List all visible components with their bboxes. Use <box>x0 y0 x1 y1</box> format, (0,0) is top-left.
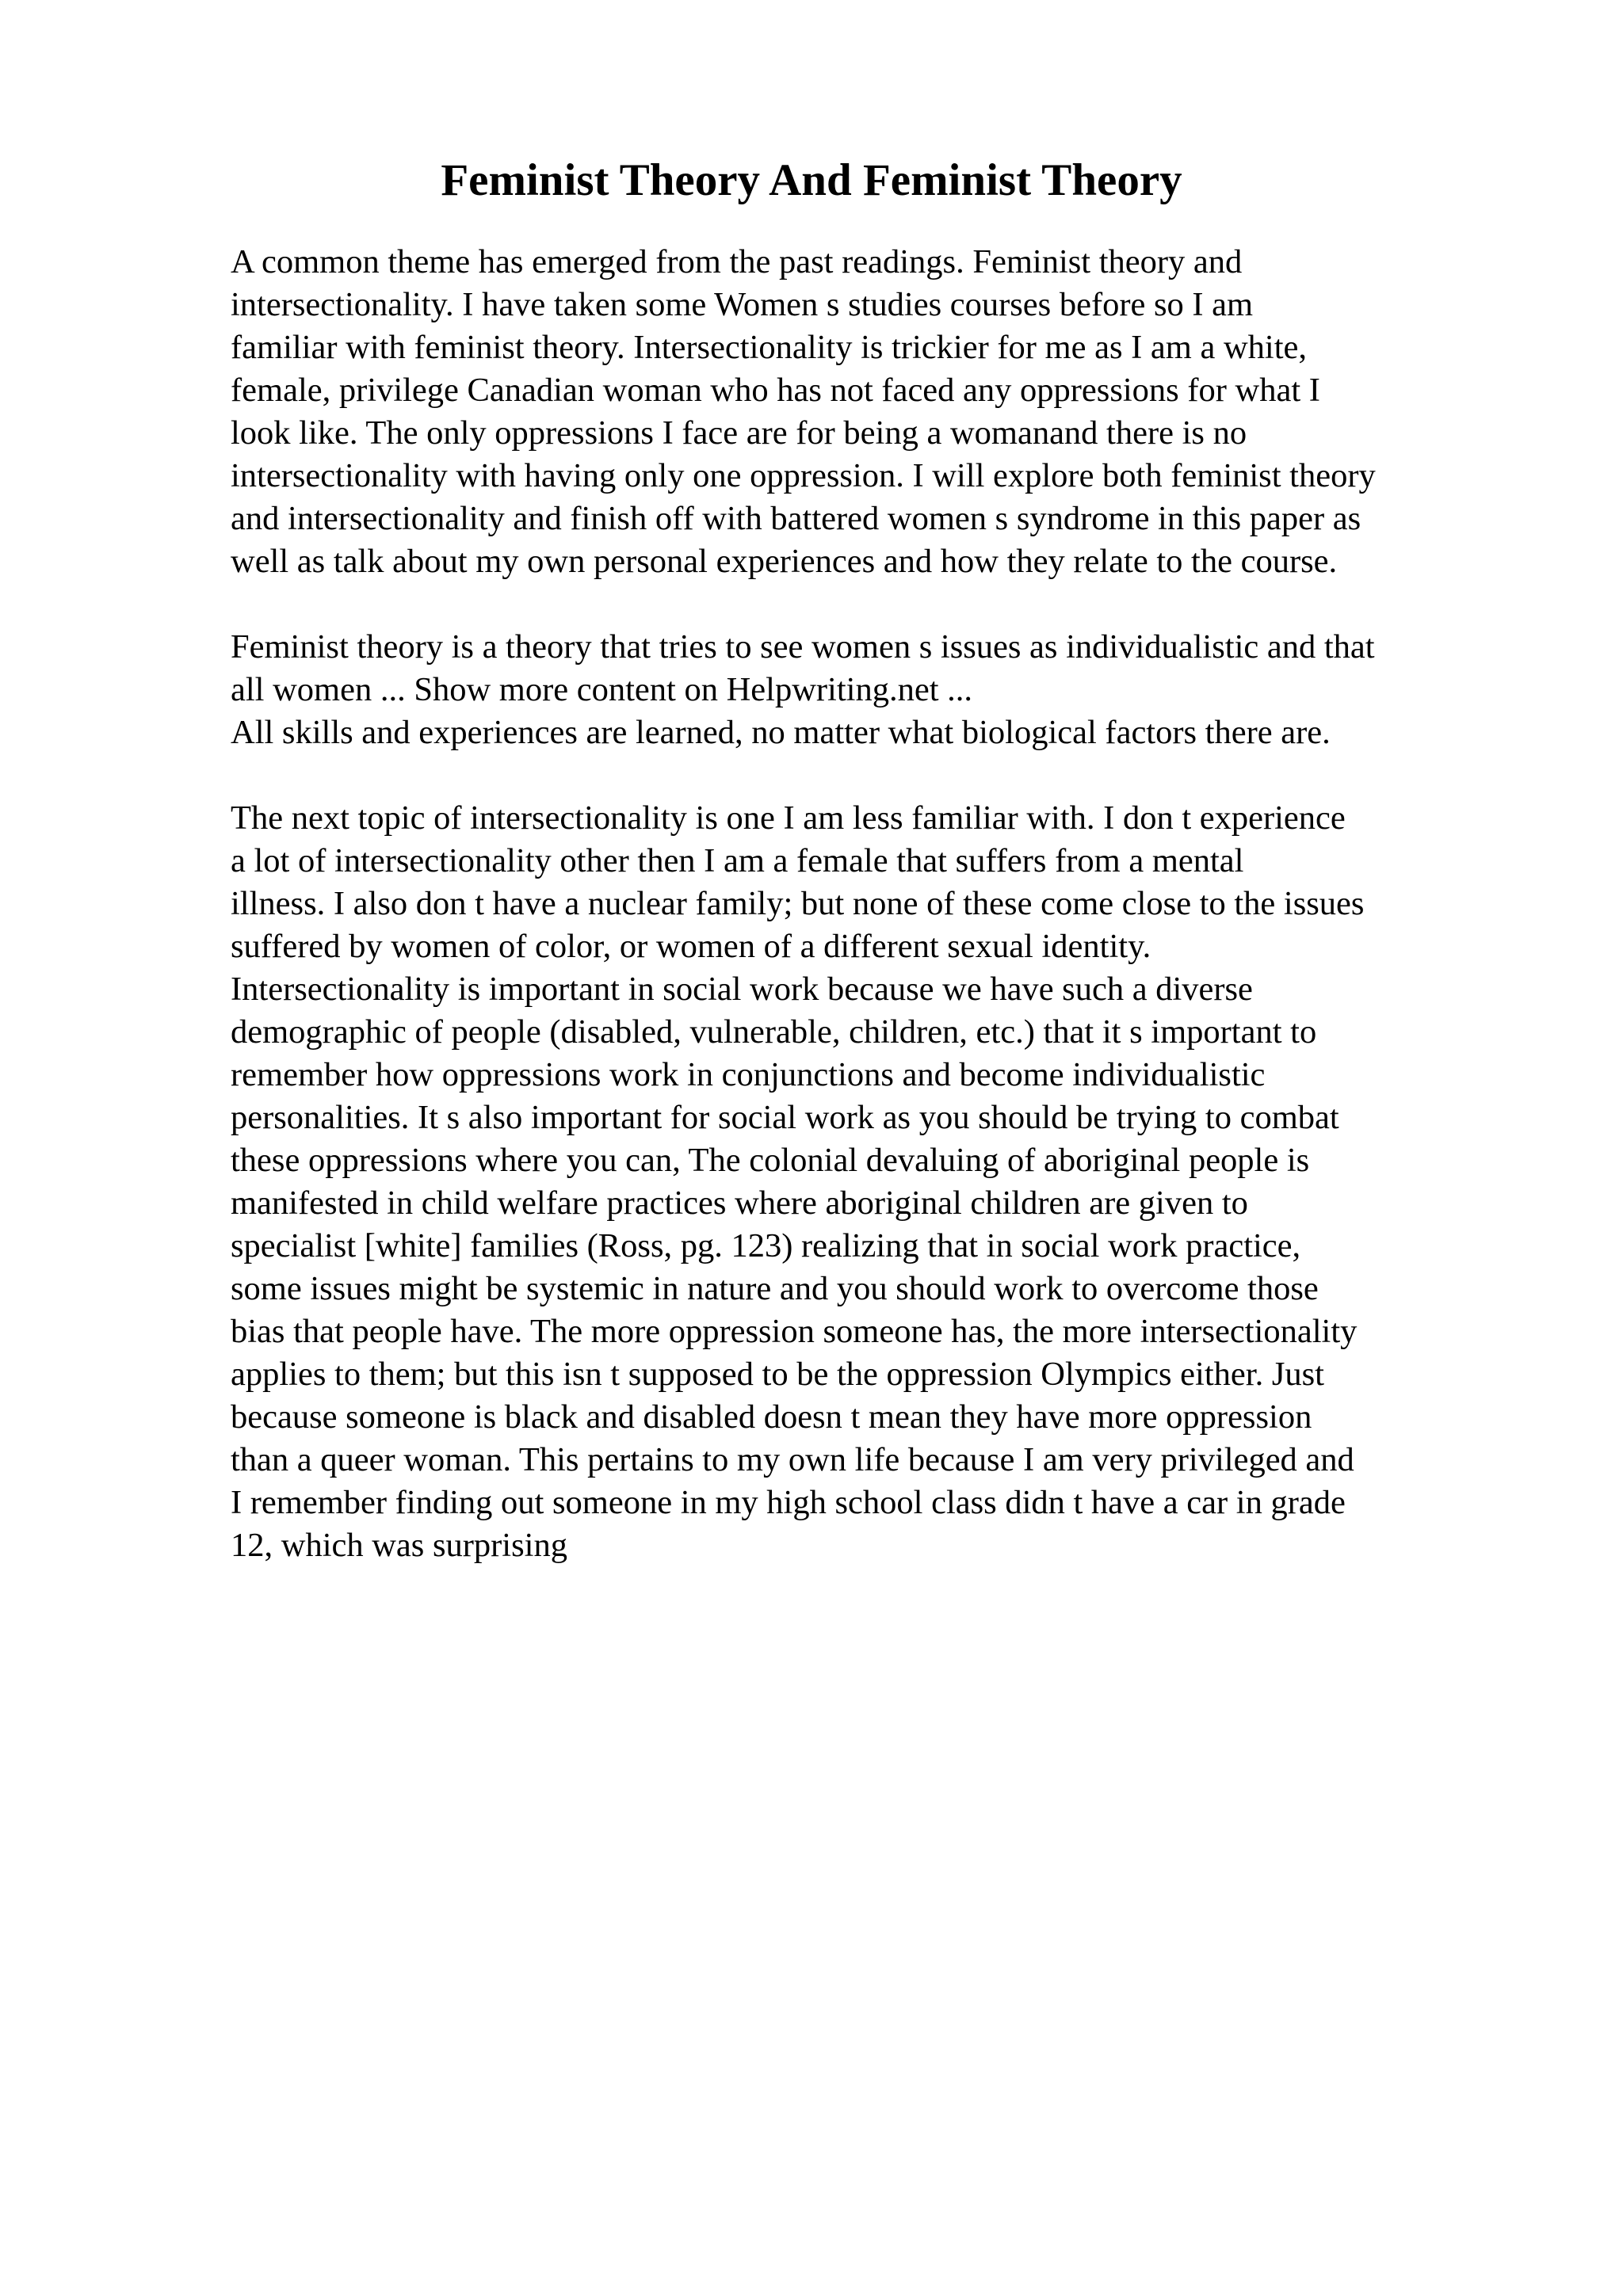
text-line: specialist [white] families (Ross, pg. 123) realizing that in social work practice, <box>231 1227 1301 1264</box>
text-line: Intersectionality is important in social work because we have such a diverse <box>231 971 1253 1008</box>
text-line: A common theme has emerged from the past readings. Feminist theory and <box>231 243 1243 280</box>
text-line: applies to them; but this isn t supposed to be the oppression Olympics either. Just <box>231 1356 1324 1393</box>
text-line: The next topic of intersectionality is one I am less familiar with. I don t experience <box>231 799 1346 837</box>
text-line: intersectionality with having only one oppression. I will explore both feminist theory <box>231 457 1376 494</box>
text-line: these oppressions where you can, The colonial devaluing of aboriginal people is <box>231 1142 1310 1179</box>
document-body <box>231 241 1499 1610</box>
text-line: illness. I also don t have a nuclear family; but none of these come close to the issues <box>231 885 1365 922</box>
text-line: remember how oppressions work in conjunctions and become individualistic <box>231 1056 1266 1093</box>
text-line: all women ... Show more content on Helpwriting.net ... <box>231 671 973 708</box>
text-line: All skills and experiences are learned, no matter what biological factors there are. <box>231 714 1331 751</box>
text-line: 12, which was surprising <box>231 1527 567 1564</box>
text-line: some issues might be systemic in nature and you should work to overcome those <box>231 1270 1319 1307</box>
paragraph <box>231 711 1499 754</box>
paragraph <box>231 241 1499 583</box>
text-line: demographic of people (disabled, vulnerable, children, etc.) that it s important to <box>231 1013 1317 1051</box>
text-line: because someone is black and disabled doesn t mean they have more oppression <box>231 1398 1312 1436</box>
paragraph <box>231 797 1499 1567</box>
text-line: well as talk about my own personal experiences and how they relate to the course. <box>231 543 1338 580</box>
text-line: a lot of intersectionality other then I am a female that suffers from a mental <box>231 842 1244 879</box>
text-line: I remember finding out someone in my high school class didn t have a car in grade <box>231 1484 1346 1521</box>
text-line: and intersectionality and finish off with battered women s syndrome in this paper as <box>231 500 1361 537</box>
text-line: manifested in child welfare practices where aboriginal children are given to <box>231 1184 1248 1222</box>
text-line: personalities. It s also important for social work as you should be trying to combat <box>231 1099 1339 1136</box>
document-title: Feminist Theory And Feminist Theory <box>441 155 1182 205</box>
text-line: Feminist theory is a theory that tries to see women s issues as individualistic and that <box>231 628 1375 666</box>
paragraph <box>231 626 1499 711</box>
text-line: intersectionality. I have taken some Women s studies courses before so I am <box>231 286 1254 323</box>
text-line: bias that people have. The more oppression someone has, the more intersectionality <box>231 1313 1358 1350</box>
text-line: look like. The only oppressions I face are for being a womanand there is no <box>231 414 1247 452</box>
text-line: familiar with feminist theory. Intersectionality is trickier for me as I am a white, <box>231 329 1307 366</box>
text-line: suffered by women of color, or women of a different sexual identity. <box>231 928 1151 965</box>
text-line: female, privilege Canadian woman who has not faced any oppressions for what I <box>231 372 1320 409</box>
text-line: than a queer woman. This pertains to my own life because I am very privileged and <box>231 1441 1354 1478</box>
